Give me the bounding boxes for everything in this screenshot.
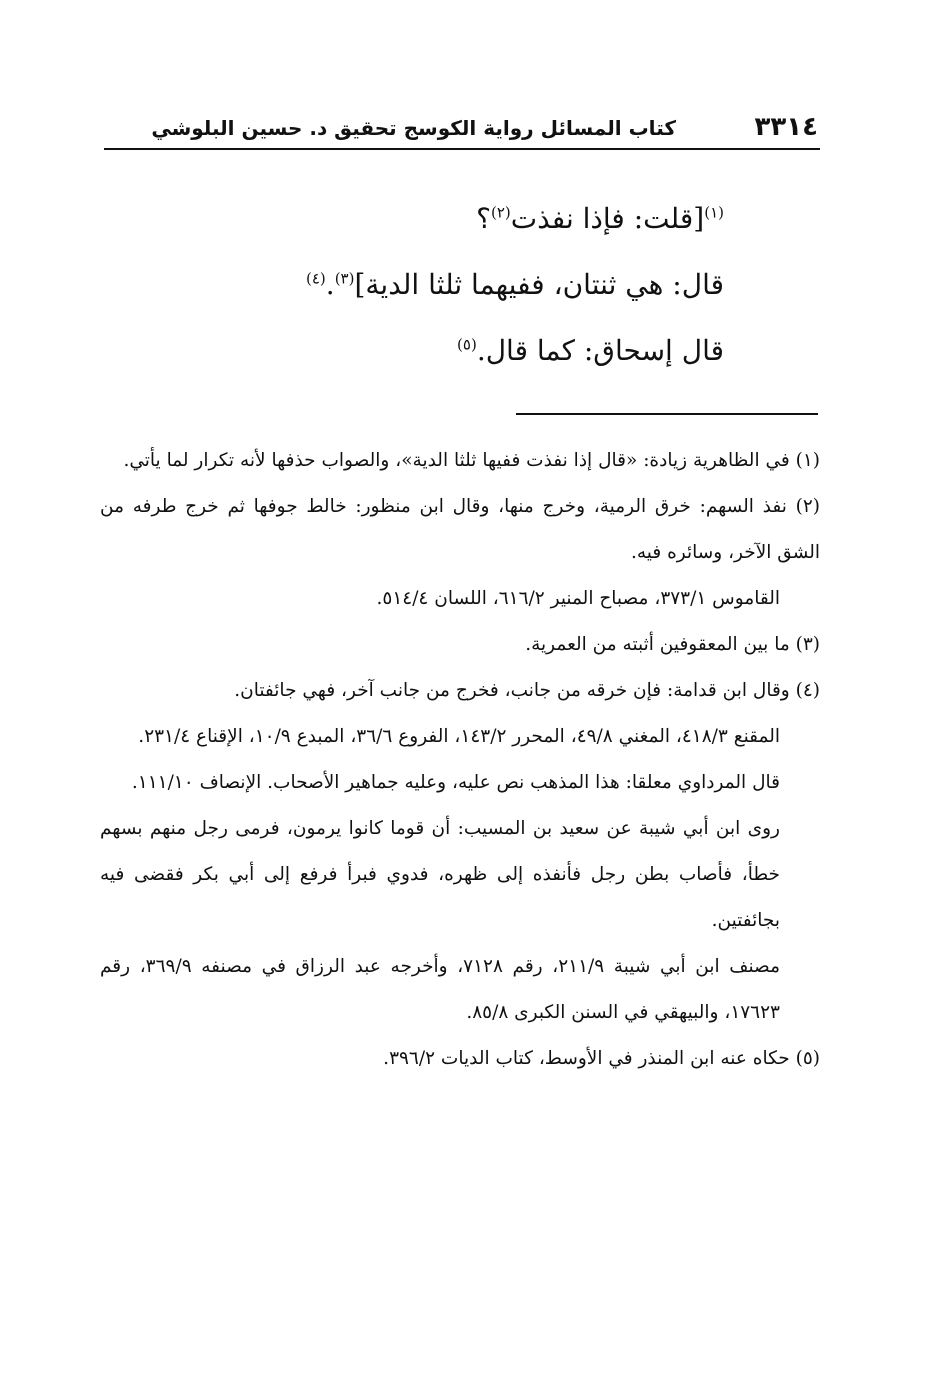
footnote-ref-5: (٥): [457, 335, 477, 354]
main-line-3-text: قال إسحاق: كما قال.: [476, 334, 724, 367]
footnote-2: (٢) نفذ السهم: خرق الرمية، وخرج منها، وقال ابن منظور: خالط جوفها ثم خرج طرفه من الشق الآخر، وسائره فيه.: [100, 496, 820, 563]
footnote-4-reference-2: مصنف ابن أبي شيبة ٢١١/٩، رقم ٧١٢٨، وأخرجه عبد الرزاق في مصنفه ٣٦٩/٩، رقم ١٧٦٢٣، والبيهقي في السنن الكبرى ٨٥/٨.: [100, 956, 780, 1023]
footnote-ref-4: (٤): [306, 269, 326, 288]
footnote-4-reference-1: المقنع ٤١٨/٣، المغني ٤٩/٨، المحرر ١٤٣/٢، الفروع ٣٦/٦، المبدع ١٠/٩، الإقناع ٢٣١/٤.: [138, 726, 780, 747]
main-line-1: [104, 186, 724, 252]
page-number: ٣٣١٤: [754, 112, 818, 142]
page-header: [104, 108, 818, 148]
footnotes: [100, 438, 820, 1082]
question-mark: ؟: [476, 202, 491, 235]
footnote-4: (٤) وقال ابن قدامة: فإن خرقه من جانب، فخرج من جانب آخر، فهي جائفتان.: [234, 680, 820, 701]
main-text: [104, 186, 724, 384]
footnote-3: (٣) ما بين المعقوفين أثبته من العمرية.: [525, 634, 820, 655]
running-title: كتاب المسائل رواية الكوسج تحقيق د. حسين البلوشي: [151, 116, 676, 140]
footnote-rule: [516, 413, 818, 415]
header-rule: [104, 148, 820, 150]
main-line-2-text: قال: هي ثنتان، ففيهما ثلثا الدية]: [354, 268, 724, 301]
footnote-4-paragraph-2: قال المرداوي معلقا: هذا المذهب نص عليه، وعليه جماهير الأصحاب. الإنصاف ١١١/١٠.: [131, 772, 780, 793]
footnote-5: (٥) حكاه عنه ابن المنذر في الأوسط، كتاب الديات ٣٩٦/٢.: [383, 1048, 820, 1069]
main-line-1-text: [قلت: فإذا نفذت: [510, 202, 705, 235]
footnote-ref-3: (٣): [334, 269, 355, 288]
footnote-1: (١) في الظاهرية زيادة: «قال إذا نفذت ففيها ثلثا الدية»، والصواب حذفها لأنه تكرار لما يأتي.: [123, 450, 820, 471]
footnote-2-reference: القاموس ٣٧٣/١، مصباح المنير ٦١٦/٢، اللسان ٥١٤/٤.: [376, 588, 780, 609]
footnote-4-paragraph-3: روى ابن أبي شيبة عن سعيد بن المسيب: أن قوما كانوا يرمون، فرمى رجل منهم بسهم خطأ، فأصاب بطن رجل فأنفذه إلى ظهره، فدوي فبرأ فرفع إلى أبي بكر فقضى فيه بجائفتين.: [100, 818, 780, 931]
main-line-2: [104, 252, 724, 318]
period: .: [325, 268, 335, 301]
main-line-3: [104, 318, 724, 384]
footnote-ref-1: (١): [704, 203, 724, 222]
footnote-ref-2: (٢): [490, 203, 511, 222]
